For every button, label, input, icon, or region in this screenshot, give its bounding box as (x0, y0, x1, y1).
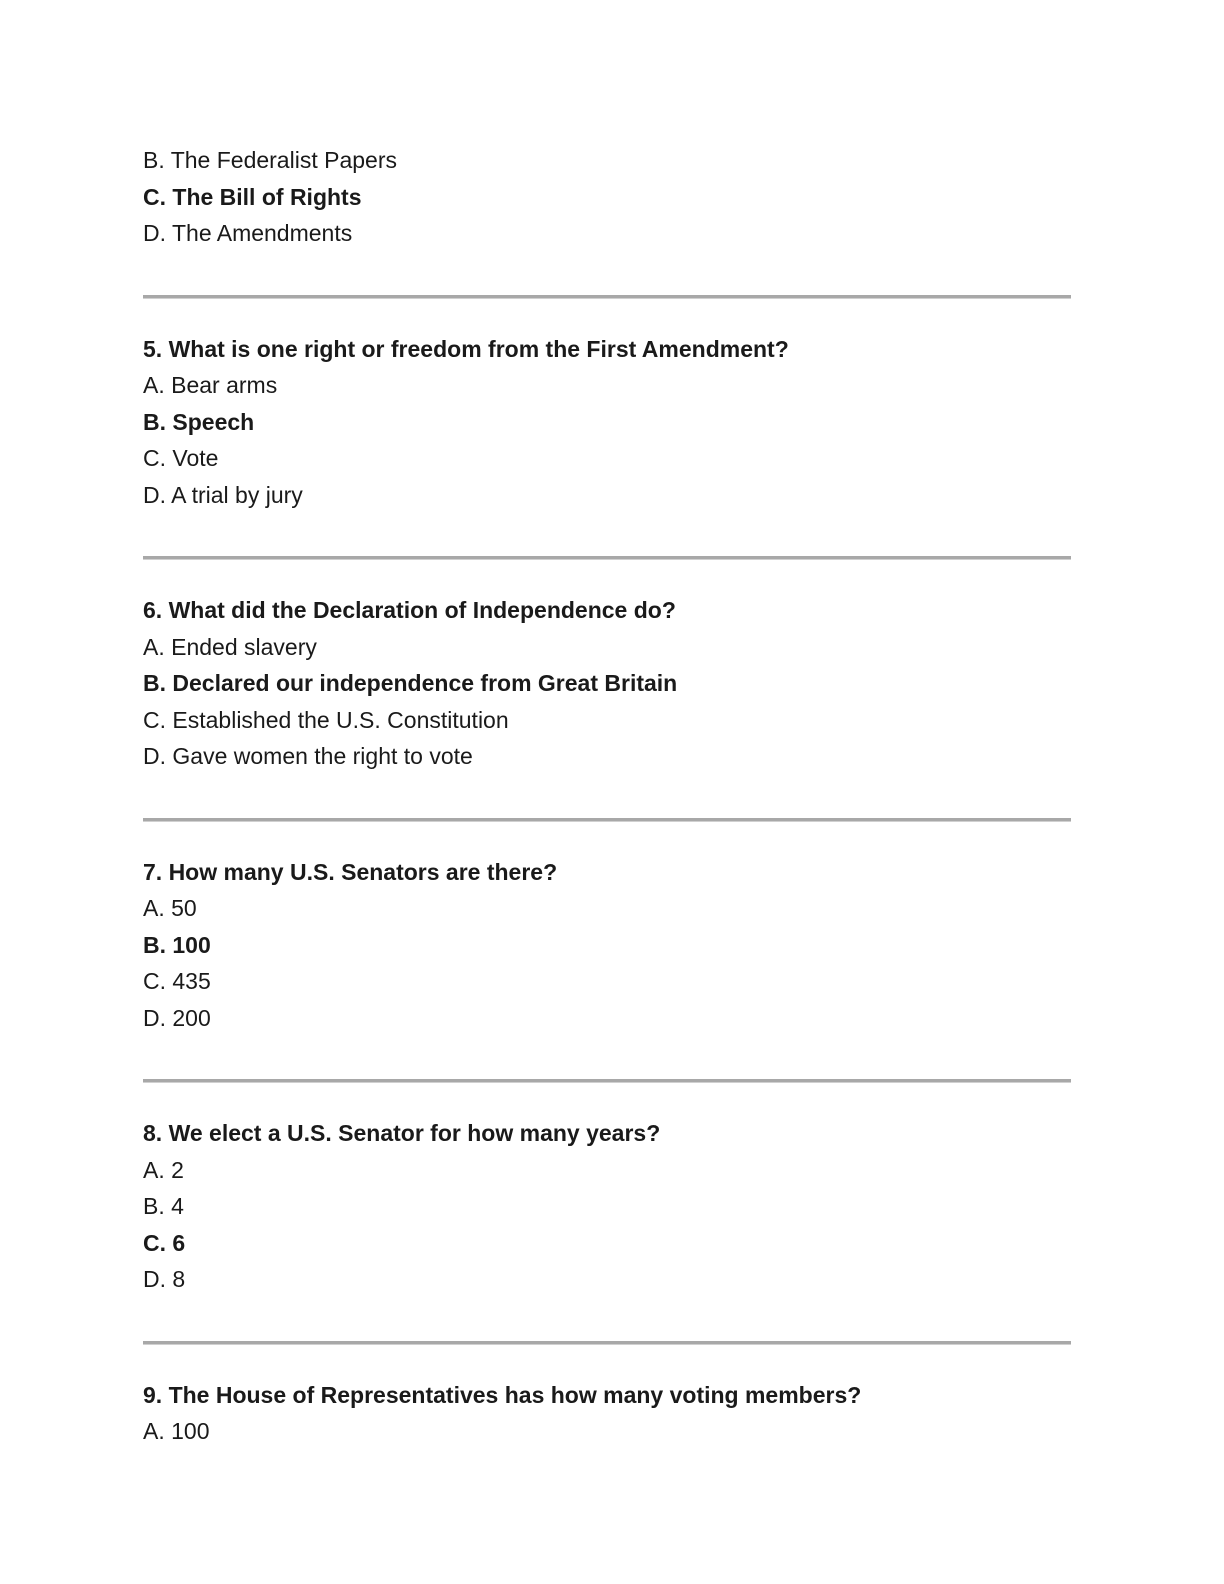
quiz-page (143, 142, 1071, 1450)
question-text: 5. What is one right or freedom from the First Amendment? (143, 335, 789, 362)
correct-answer-option: B. 100 (143, 931, 211, 958)
answer-option: B. The Federalist Papers (143, 147, 397, 173)
question-6 (143, 592, 1071, 775)
question-9 (143, 1377, 1071, 1450)
question-5 (143, 331, 1071, 514)
question-text: 9. The House of Representatives has how many voting members? (143, 1381, 862, 1408)
correct-answer-option: B. Declared our independence from Great Britain (143, 670, 678, 696)
question-text: 6. What did the Declaration of Independence do? (143, 597, 676, 623)
answer-option: A. Bear arms (143, 372, 278, 398)
answer-option: C. Established the U.S. Constitution (143, 706, 509, 733)
answer-option: D. 200 (143, 1004, 211, 1031)
answer-option: D. The Amendments (143, 220, 353, 246)
correct-answer-option: C. The Bill of Rights (143, 183, 362, 210)
answer-option: C. Vote (143, 445, 219, 471)
correct-answer-option: B. Speech (143, 408, 255, 435)
question-8 (143, 1115, 1071, 1298)
answer-option: D. 8 (143, 1266, 186, 1292)
answer-option: B. 4 (143, 1193, 184, 1219)
answer-option: A. 100 (143, 1418, 210, 1444)
answer-option: A. 2 (143, 1156, 184, 1183)
answer-option: C. 435 (143, 968, 211, 994)
question-text: 8. We elect a U.S. Senator for how many years? (143, 1120, 661, 1146)
answer-option: A. Ended slavery (143, 633, 317, 660)
answer-option: D. A trial by jury (143, 481, 303, 508)
answer-option: A. 50 (143, 895, 197, 921)
question-7 (143, 854, 1071, 1037)
answer-option: D. Gave women the right to vote (143, 743, 473, 769)
correct-answer-option: C. 6 (143, 1229, 186, 1256)
question-text: 7. How many U.S. Senators are there? (143, 858, 558, 885)
question-4-fragment (143, 142, 1071, 252)
